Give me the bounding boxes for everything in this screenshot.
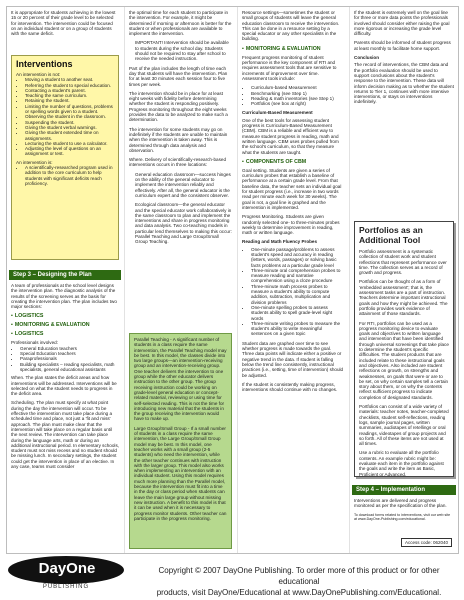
step4-content <box>354 498 454 525</box>
list-item: • Giving the student verbal warnings. <box>25 125 114 130</box>
col2-p5: The intervention for some students may go on indefinitely if the students are unable to maintain when the intervention is taken away. This is determined through data analysis and observation. <box>129 126 228 153</box>
list-item: • Reading & math inventories (see Step 1) <box>251 96 344 101</box>
list-item: • Suspending the student. <box>25 120 114 125</box>
col3-p7: If the student is consistently making progress, interventions should continue with no changes. <box>242 381 338 393</box>
list-item: • Contacting a student's parent. <box>25 88 114 93</box>
column-4 <box>349 7 458 553</box>
col2-p3: Part of the plan includes the length of time each day that students will have the intervention. Plan for at least 30 minutes each session four to five times per week. <box>129 65 228 87</box>
logistics-icon: ▪ <box>11 313 13 320</box>
interventions-box <box>11 55 119 260</box>
monitoring-heading: ▪ MONITORING & EVALUATION <box>242 45 321 52</box>
col2-p7: General education classroom—success hinges on the ability of the general educator to implement the intervention reliably and effectively. After all, the general educator is the curriculum expert and the consistent observer. <box>135 171 231 198</box>
probes-title: Reading and Math Fluency Probes <box>242 239 318 245</box>
components-heading: ▪ COMPONENTS OF CBM <box>242 158 307 165</box>
list-item: • Portfolios (see box at right) <box>251 101 344 106</box>
col3-p2: Frequent progress monitoring of student performance is the key component of RTI and requires assessment tools that are sensitive to increments of improvement over time. Assessment tools include: <box>242 54 337 81</box>
pf-p3: For RTI, portfolios can be used as a progress monitoring device to evaluate goals and objectives to written language and intervention that have been identified through universal screenings that take place to determine the student's specific difficulties. The student products that are included relate to these instructional goals and objectives. Also included are student reflections on growth, on strengths and weaknesses, on goals that were or are to be set, on why certain samples tell a certain story about them, or on why the contents reflect sufficient progress to indicate completion of designated standards. <box>359 320 449 400</box>
list-item: • One-minute spelling probes to assess students ability to spell grade-level sight words <box>251 305 344 321</box>
pf-p4: Portfolios can consist of a wide variety of materials: teacher notes, teacher-completed checklists, student self-reflections, reading logs, sample journal pages, written summaries, audiotapes of retellings or oral readings, videotapes of group projects and so forth. All of these items are not used at all times. <box>359 404 449 447</box>
portfolios-title: Portfolios as an Additional Tool <box>359 225 423 245</box>
step3-bar: Step 3 – Designing the Plan <box>9 270 121 280</box>
tools-list <box>242 85 344 106</box>
list-item: • Teaching the same curriculum. <box>25 93 114 98</box>
list-item: • A scientifically-researched program used in addition to the core curriculum to help students with significant deficits reach proficiency. <box>25 165 114 186</box>
col4-p3: The record of interventions, the CBM data and the portfolio evaluation should be used to support conclusions about the student's response to the intervention. These data will inform decision making as to whether the student returns to Tier 1, continues with more intensive interventions, or stays on interventions indefinitely. <box>354 62 454 105</box>
copyright-line-2: products, visit DayOne/Educational at www.DayOnePublishing.com/Educational. <box>156 588 442 597</box>
components-icon: ▪ <box>242 158 244 165</box>
col2-p8: Ecological classroom—the general educator and the special educator work collaboratively in the same classroom to plan and implement the interventions and share in progress monitoring and data analysis. Two co-teaching models in particular lend themselves to making this occur: Parallel Teaching and Large Group/Small Group Teaching. <box>135 202 232 245</box>
access-code: Access code: 062040 <box>401 538 452 547</box>
intro-paragraph: It is appropriate for students achieving in the lowest 15 or 20 percent of their grade level to be selected for intervention. The intervention could be focused on an individual student or on a group of students with the same deficit. <box>11 10 116 37</box>
list-item: • Retaining the student. <box>25 98 114 103</box>
when-text: When. The plan states the deficit areas and how interventions will be addressed. Interventions will be selected on what the student needs to progress in the deficit area. <box>11 375 117 397</box>
logo-text: DayOne <box>38 560 96 577</box>
list-item: • General Education teachers <box>20 346 119 351</box>
logo-subtext: PUBLISHING <box>42 584 90 590</box>
coteaching-box <box>129 333 232 549</box>
list-item: • One-minute passage/problems to assess student's speed and accuracy in reading (letters, words, passages) or solving basic facts problems at a particular grade level <box>251 247 344 268</box>
pf-p5: Use a rubric to evaluate all the portfolio contents. An example rubric might be: evaluate each item in the portfolio against the goals and write the item as Basic, Proficient or Advanced. <box>359 450 444 477</box>
copyright-line-1: Copyright © 2007 DayOne Publishing. To order more of this product or for other educational <box>158 566 440 586</box>
probes-list <box>242 247 344 337</box>
is-list <box>16 165 114 186</box>
footer <box>0 553 464 600</box>
column-1 <box>7 7 123 553</box>
conclusion-title: Conclusion <box>354 55 380 61</box>
step4-bar: Step 4 – Implementation <box>352 485 456 495</box>
dayone-logo <box>8 556 128 596</box>
who-text: Professionals involved: <box>11 340 58 346</box>
list-item: • Adjusting the level of questions on an assignment or test. <box>25 146 114 157</box>
col2-p6: Where. Delivery of scientifically-research-based interventions occurs in three locations: <box>129 157 227 168</box>
interventions-lead: An intervention is not: <box>16 72 61 77</box>
list-item: • Special Education teachers <box>20 351 119 356</box>
monitoring-icon: ▪ <box>11 322 13 329</box>
col2-p4: The intervention should be in place for at least eight weeks with fidelity before determining whether the student is responding positively. Progress monitoring throughout the eight weeks provides the data to be analyzed to make such a determination. <box>129 90 228 123</box>
list-item: • Benchmarking (see Step 1) <box>251 91 344 96</box>
logistics-heading: ▪ LOGISTICS <box>11 331 44 338</box>
column-2 <box>124 7 236 553</box>
col4-p1: If the student is extremely well on the goal line for three or more data points the professionals involved should consider either raising the goal more rigorous or increasing the grade level difficulty. <box>354 10 450 37</box>
who-list <box>11 346 119 372</box>
list-item: • Three-minute oral comprehension probes to measure reading and narrative comprehension using a cloze procedure <box>251 268 344 284</box>
list-item: • Paraprofessionals <box>20 356 119 361</box>
large-small-group-text: Large Group/Small Group - If a small number of students in a class require the same intervention, the Large Group/Small Group model may be best. In this model, one teacher works with a small group (2-5 students) who need the intervention, while the other teacher continues with instruction with the larger group. This model also works when implementing an intervention with an individual student. Using this model requires much more planning than the Parallel model, because the intervention must fit into a time in the day or class period when students can leave the main large group without missing new instruction. A benefit to this model is that it can be used when it is necessary to progress monitor students. Other teacher can participate in the progress monitoring. <box>134 425 227 521</box>
pf-p2: Portfolios can be thought of as a form of 'embedded assessment'; that is, the assessment tasks are a part of instruction. Teachers determine important instructional goals and how they might be achieved. The portfolio provides work evidence of attainment of those standards. <box>359 279 448 317</box>
not-list <box>16 77 114 156</box>
logistics-label: ▪ LOGISTICS <box>11 313 44 320</box>
guide-frame <box>6 6 459 554</box>
step3-content <box>11 283 119 473</box>
col3-p1: Resource settings—sometimes the student or small groups of students will leave the general education classroom to receive the intervention. This can be done in a resource setting by a special educator or any other specialists in the building. <box>242 10 340 42</box>
col3-p3: One of the best tools for assessing student progress is Curriculum-Based Measurement (CBM). CBM is a reliable and efficient way to measure student progress in reading, math and written language. CBM uses probes pulled from the school's curriculum, so that they measure what the students are taught. <box>242 117 339 155</box>
monitoring-heading-icon: ▪ <box>242 45 244 52</box>
list-item: • Three-minute writing probes to measure the student's ability to write meaningful sentences on a given topic <box>251 321 344 337</box>
logistics-heading-icon: ▪ <box>11 331 13 338</box>
cbm-title: Curriculum-Based Measurement <box>242 110 313 116</box>
list-item: • Giving the student extended time on assignments. <box>25 130 114 141</box>
list-item: • Three-minute math process probes to measure a student's ability to compute addition, subtraction, multiplication and division problems <box>251 284 344 305</box>
col2-p1: the optimal time for each student to participate in the intervention. For example, it might be determined if morning or afternoon is better for the student or when professionals are available to implement the intervention. <box>129 10 232 37</box>
list-item: • Moving a student to another seat. <box>25 77 114 82</box>
download-note: To download forms related to interventions, visit our web site at www.DayOne-Publishing.com/educational. <box>354 512 451 521</box>
col3-p4: Goal setting. Students are given a series of curriculum probes that establish a baseline of performance at a certain grade level. From that baseline data, the teacher sets an individual goal for student progress (i.e., increase in two words read per minute each week for 30 weeks). The goal is not, a goal line is graphed and the intervention is implemented. <box>242 167 342 210</box>
col4-p4: Interventions are delivered and progress monitored as per the specification of the plan. <box>354 498 447 509</box>
monitoring-label: ▪ MONITORING & EVALUATION <box>11 322 90 329</box>
copyright-text <box>140 565 458 598</box>
step3-text: A team of professionals at the school level designs the intervention plan. The diagnostic analysis of the results of the screening serves as the basis for creating the intervention plan. The plan includes two major sections: <box>11 283 117 310</box>
list-item: • Observing the student in the classroom. <box>25 114 114 119</box>
list-item: • Curriculum-based Measurement <box>251 85 344 90</box>
parallel-teaching-text: Parallel Teaching - A significant number of students in a class require the same intervention, the Parallel Teaching model may be best. In this model, the classes divide into two large groups—an intervention-receiving group and an intervention-receiving group. One teacher delivers the intervention to one group while the other educator delivers instruction to the other group. The group receiving instruction could be working on grade-level general education or concept-related material, reviewing or using time for self-selected reading. This is not the time for introducing new material that the students in the group receiving the intervention would have to make up. <box>134 337 227 422</box>
col4-p2: Parents should be informed of student progress at least monthly to facilitate home support. <box>354 40 451 51</box>
col3-p6: Student data are graphed over time to see whether progress is made towards the goal. Three data points will indicate either a positive or negative trend in the data. If student is falling below the trend line consistently, instructional practices (i.e., setting, time of intervention) should be adjusted. <box>242 340 344 378</box>
list-item: • Limiting the number of questions, problems or spelling words given to a student. <box>25 104 114 115</box>
column-3 <box>237 7 348 553</box>
list-item: • Building specialists – reading specialists, math specialists, general educational assistants <box>20 362 119 373</box>
pf-p1: Portfolio assessment is a systematic collection of student work and student reflections that represent performance over time. The collection serves as a record of growth and progress. <box>359 249 447 276</box>
list-item: • Lecturing the student to use a calculator. <box>25 141 114 146</box>
interventions-lead-2: An intervention is: <box>16 159 53 165</box>
list-item: • Referring the student to special education. <box>25 83 114 88</box>
col3-p5: Progress Monitoring. Students are given randomly selected one- to three-minutes probes weekly to determine improvement in reading, math or written language. <box>242 214 340 236</box>
col2-important: IMPORTANT! Intervention should be available to students during the school day. Students should not be required to stay after school to receive the needed instruction. <box>135 40 229 62</box>
schedule-text: Scheduling. The plan must specify at what point during the day the intervention will occur. To be effective the intervention must take place during a scheduled time and place, not just a 'fit and miss' approach. The plan must make clear that the intervention will take place on a regular basis until the next review. The intervention can take place during the language arts, math or during an additional instructional period. In elementary schools, student must not miss recess and no student should be missing lunch. In secondary settings, the student could get the intervention in place of an elective. In any case, teams must consider <box>11 400 120 470</box>
interventions-title: Interventions <box>16 59 73 69</box>
portfolios-box <box>354 221 454 477</box>
